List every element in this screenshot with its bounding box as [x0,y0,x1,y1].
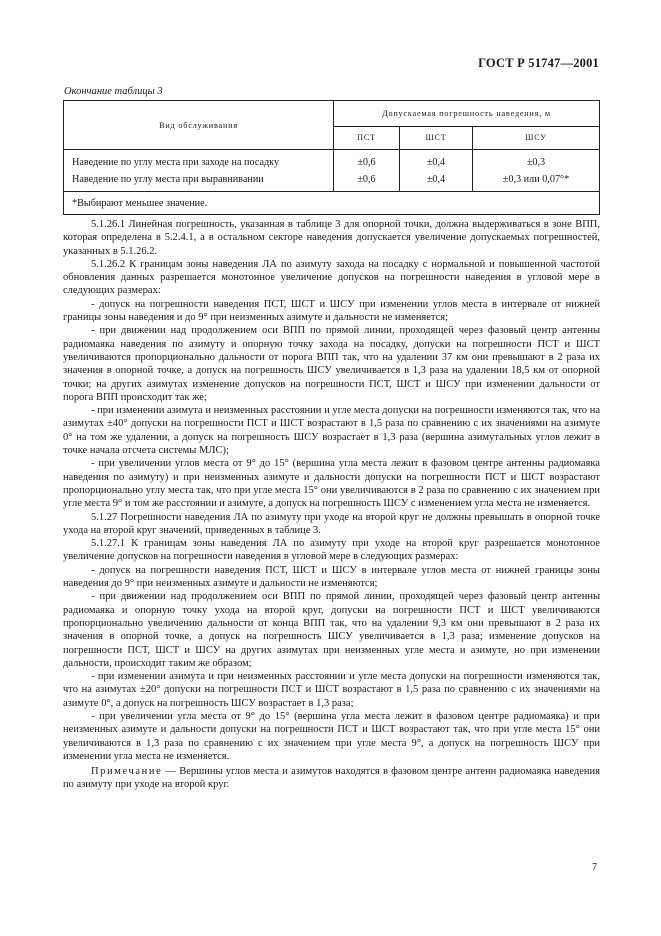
note-label: Примечание [91,766,163,778]
paragraph: - при движении над продолжением оси ВПП по прямой линии, проходящей через фазовый центр антенны радиомаяка наведения по азимуту и опорную точку захода на посадку, допуски на погрешности ПСТ и ШСТ увеличиваются пропорционально дальности от порога ВПП так, что на удалении 37 км они превышают в 2 раза их значения в опорной точке, а допуск на погрешность ШСУ увеличивается в 1,3 раза на удалении 18,5 км от опорной точки; на других азимутах изменение допусков на погрешности ПСТ, ШСТ и ШСУ при изменении дальности от порога ВПП происходит так же; [63,325,600,403]
paragraph: - допуск на погрешности наведения ПСТ, ШСТ и ШСУ при изменении углов места в интервале от нижней границы зоны наведения и до 9° при неизменных азимуте и дальности не изменяется; [63,298,600,324]
note-text: — Вершины углов места и азимутов находятся в фазовом центре антенн радиомаяка наведения по азимуту при уходе на второй круг. [63,766,600,791]
body-text [63,218,600,792]
paragraph: - при изменении азимута и при неизменных расстоянии и угле места допуски на погрешности изменяются так, что на азимутах ±20° допуски на погрешности ПСТ и ШСТ возрастают в 1,5 раза по сравнению с их значениями на азимуте 0°, а допуск на погрешность ШСУ возрастает в 1,3 раза; [63,671,600,709]
cell-pst: ±0,6 [334,171,400,192]
column-header-shsu: ШСУ [473,126,600,149]
column-header-tolerance: Допускаемая погрешность наведения, м [334,101,600,127]
paragraph: - при движении над продолжением оси ВПП по прямой линии, проходящей через фазовый центр антенны радиомаяка и опорную точку ухода на второй круг, допуски на погрешности ПСТ и ШСТ увеличиваются пропорционально увеличению дальности от конца ВПП так, что на удалении 9,3 км они превышают в 2 раза их значения в опорной точке, а допуск на погрешность ШСУ увеличивается в 1,3 раза; изменение допусков на погрешности ПСТ, ШСТ и ШСУ на других азимутах при неизменных угле места и азимуте, но при изменении дальности, происходит таким же образом; [63,591,600,669]
paragraph: - при увеличении углов места от 9° до 15° (вершина угла места лежит в фазовом центре антенны радиомаяка наведения по азимуту) и при неизменных азимуте и дальности допуски на погрешности ПСТ и ШСТ возрастают пропорционально углу места так, что при угле места 15° они увеличиваются в 2 раза по сравнению с их значением при угле места 9° и том же расстоянии и азимуте, а допуск на погрешность ШСУ с изменением угла места не изменяется. [63,458,600,510]
cell-shsu: ±0,3 или 0,07°* [473,171,600,192]
tolerance-table [63,100,600,215]
note [63,765,600,792]
paragraph: - при увеличении угла места от 9° до 15° (вершина угла места лежит в фазовом центре радиомаяка) и при неизменных азимуте и дальности допуски на погрешности ПСТ и ШСТ возрастают так, что при угле места 15° они увеличиваются в 1,3 раза по сравнению с их значением при угле места 9°, а допуск на погрешность ШСУ при изменении угла места не изменяется. [63,710,600,762]
cell-shst: ±0,4 [400,150,473,172]
column-header-shst: ШСТ [400,126,473,149]
column-header-pst: ПСТ [334,126,400,149]
page-number: 7 [592,862,597,873]
cell-pst: ±0,6 [334,150,400,172]
row-label: Наведение по углу места при заходе на посадку [64,150,334,172]
column-header-service: Вид обслуживания [64,101,334,150]
paragraph: 5.1.26.1 Линейная погрешность, указанная в таблице 3 для опорной точки, должна выдерживаться в зоне ВПП, которая определена в 5.2.4.1, а в остальном секторе наведения допускается увеличение допускаемых погрешностей, указанных в 5.1.26.2. [63,219,600,257]
table-row [64,171,600,192]
cell-shsu: ±0,3 [473,150,600,172]
document-code: ГОСТ Р 51747—2001 [478,56,599,70]
paragraph: - при изменении азимута и неизменных расстоянии и угле места допуски на погрешности изменяются так, что на азимутах ±40° допуски на погрешности ПСТ и ШСТ возрастают в 1,5 раза по сравнению с их значениями на азимуте 0° на том же удалении, а допуск на погрешность ШСУ возрастает в 1,3 раза (вершина азимутальных углов лежит в точке начала отсчета системы МЛС); [63,405,600,457]
row-label: Наведение по углу места при выравнивании [64,171,334,192]
paragraph: - допуск на погрешности наведения ПСТ, ШСТ и ШСУ в интервале углов места от нижней границы зоны наведения до 9° при неизменных азимуте и дальности не изменяются; [63,564,600,590]
paragraph: 5.1.26.2 К границам зоны наведения ЛА по азимуту захода на посадку с нормальной и повышенной частотой обновления данных разрешается монотонное увеличение допусков на погрешности наведения в угловой мере в следующих размерах: [63,258,600,297]
table-row [64,150,600,172]
paragraph: 5.1.27.1 К границам зоны наведения ЛА по азимуту при уходе на второй круг разрешается монотонное увеличение допусков на погрешности наведения в угловой мере в следующих размерах: [63,538,600,563]
table-caption: Окончание таблицы 3 [64,86,163,97]
cell-shst: ±0,4 [400,171,473,192]
paragraph: 5.1.27 Погрешности наведения ЛА по азимуту при уходе на второй круг не должны превышать в опорной точке ухода на второй круг значений, приведенных в таблице 3. [63,511,600,536]
table-footnote: *Выбирают меньшее значение. [64,192,600,215]
